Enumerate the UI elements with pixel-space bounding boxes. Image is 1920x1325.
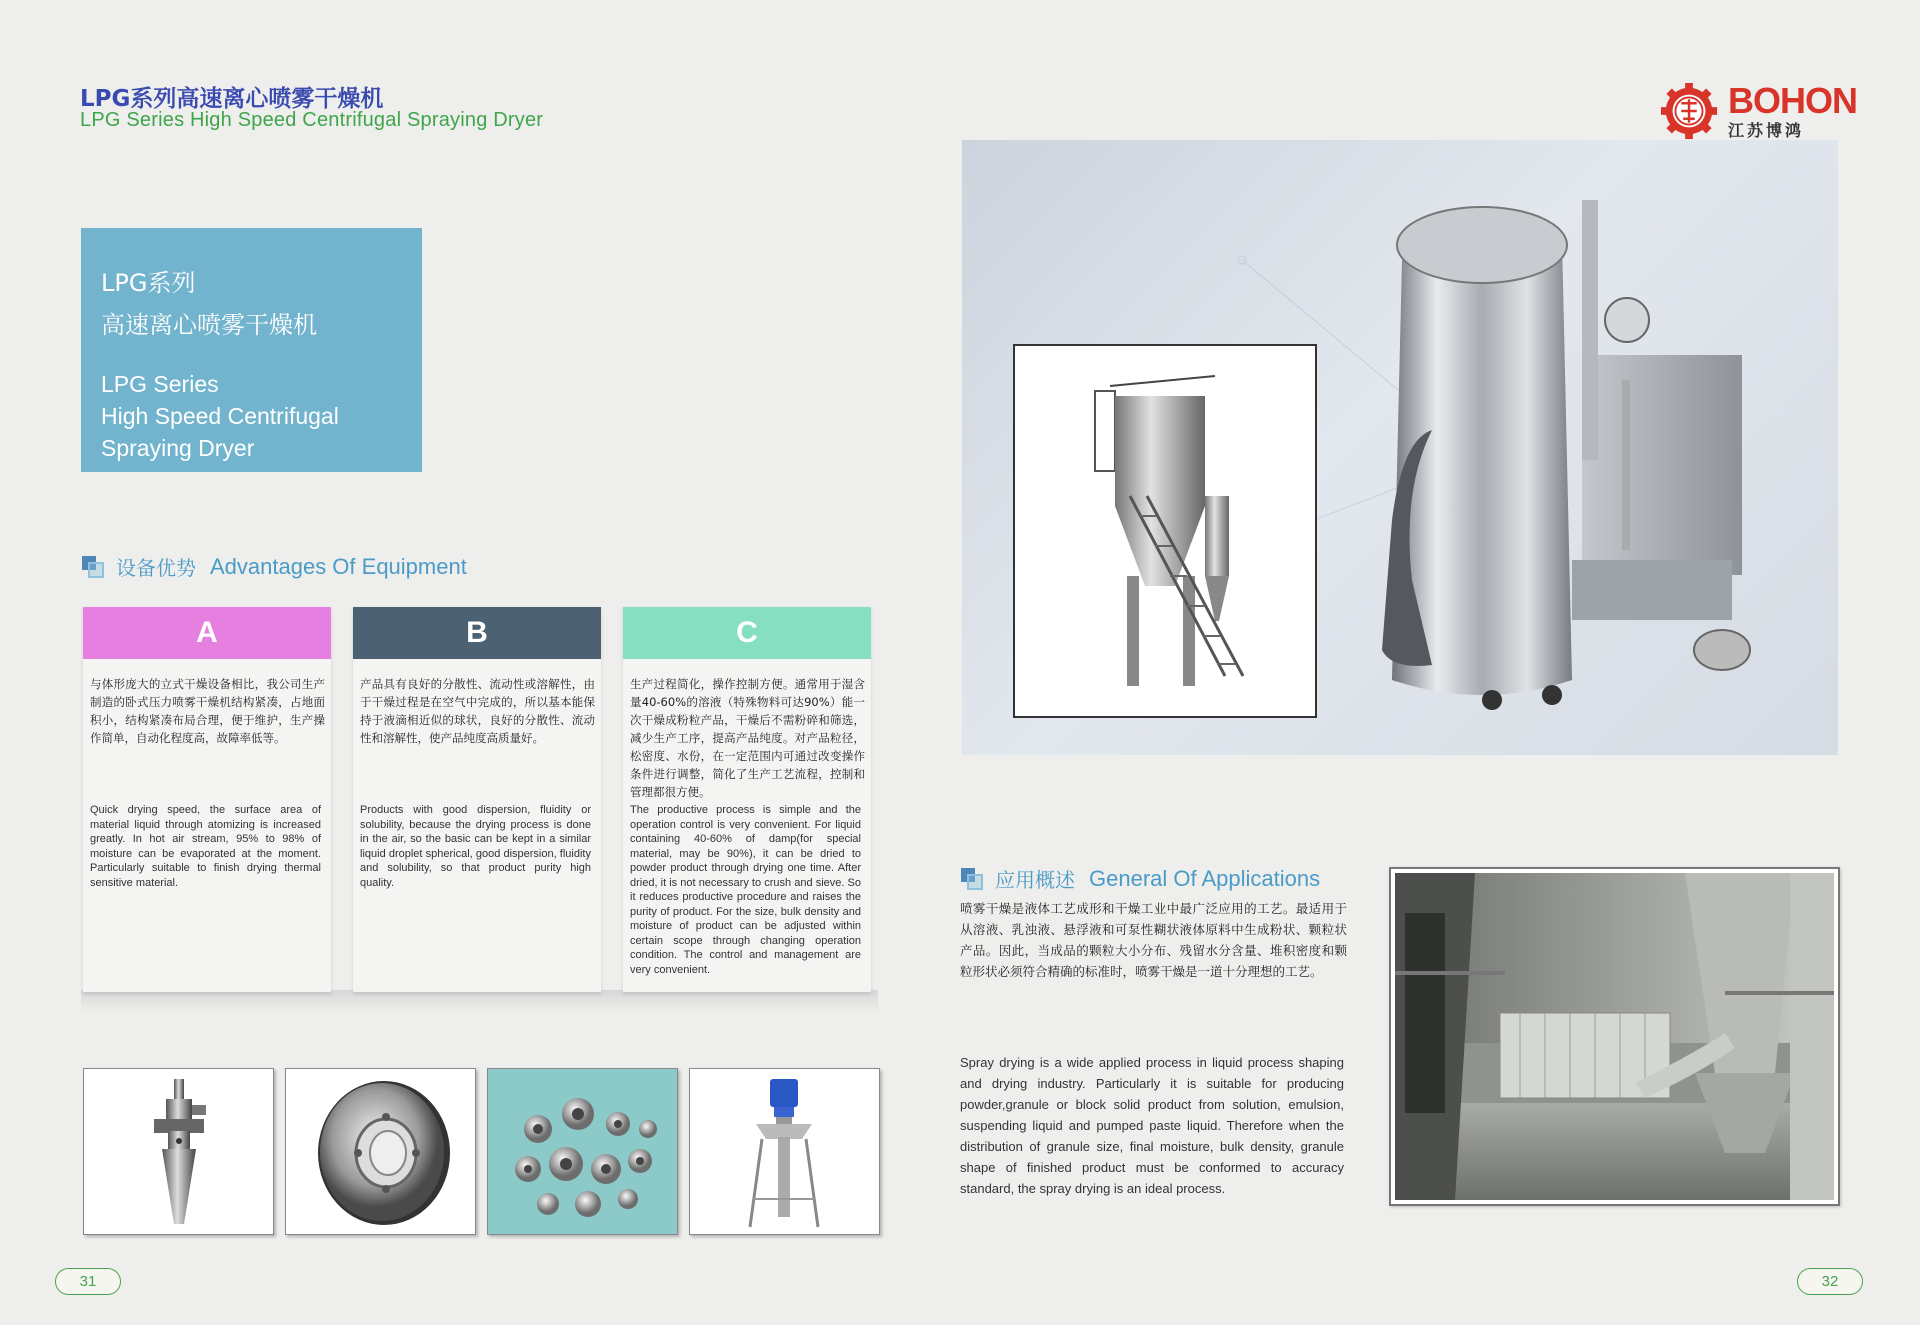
product-title-box	[81, 228, 422, 472]
thumbnail-motor-atomizer	[689, 1068, 880, 1235]
product-name-en-line1: High Speed Centrifugal	[101, 403, 339, 429]
card-a-text-cn: 与体形庞大的立式干燥设备相比，我公司生产制造的卧式压力喷雾干燥机结构紧凑，占地面积小，结构紧凑布局合理，便于维护，生产操作简单，自动化程度高，故障率低等。	[90, 677, 325, 745]
nozzle-parts-image	[488, 1069, 678, 1235]
factory-photo	[1389, 867, 1840, 1206]
product-name-cn: 高速离心喷雾干燥机	[101, 311, 317, 339]
atomizer-image	[84, 1069, 274, 1235]
card-c-text-cn: 生产过程简化，操作控制方便。通常用于湿含量40-60%的溶液（特殊物料可达90%）能一次干燥成粉粒产品，干燥后不需粉碎和筛选，减少生产工序，提高产品纯度。对产品粒径，松密度、水份，在一定范围内可通过改变操作条件进行调整，简化了生产工艺流程，控制和管理都很方便。	[630, 677, 865, 799]
page-number-right: 32	[1797, 1268, 1863, 1295]
card-b-text-cn: 产品具有良好的分散性、流动性或溶解性，由于干燥过程是在空气中完成的，所以基本能保持于液滴相近似的球状，良好的分散性、流动性和溶解性，使产品纯度高质量好。	[360, 677, 595, 745]
section-square-icon	[961, 868, 983, 890]
advantage-card-b	[353, 607, 601, 992]
advantage-card-c	[623, 607, 871, 992]
product-series-cn: LPG系列	[101, 269, 196, 297]
card-letter-a: A	[83, 607, 331, 659]
page-title-en: LPG Series High Speed Centrifugal Spraying Dryer	[80, 109, 544, 131]
atomizer-disc-image	[286, 1069, 476, 1235]
spray-tower-inset	[1013, 344, 1317, 718]
card-b-text-en: Products with good dispersion, fluidity or solubility, because the drying process is done in the air, so the basic can be kept in a similar liquid droplet spherical, good dispersion, fluidity and solubility, so that product purity high quality.	[360, 804, 591, 889]
advantages-heading-en: Advantages Of Equipment	[210, 553, 467, 579]
page-number-left: 31	[55, 1268, 121, 1295]
brand-name: BOHON	[1728, 80, 1857, 121]
gear-seal-icon	[1660, 82, 1718, 140]
section-square-icon	[82, 556, 104, 578]
brand-name-cn: 江苏博鸿	[1728, 121, 1805, 140]
motor-atomizer-image	[690, 1069, 880, 1235]
card-c-text-en: The productive process is simple and the operation control is very convenient. For liquid containing 40-60% of damp(for special material, may be 90%), it can be dried to powder product through drying one time. After dried, it is not necessary to crush and sieve. So it reduces productive procedure and raises the purity of product. For the size, bulk density and moisture of product can be adjusted within certain scope through changing operation condition. The control and management are very convenient.	[630, 804, 861, 976]
product-name-en-line2: Spraying Dryer	[101, 435, 255, 461]
thumbnail-nozzles	[487, 1068, 678, 1235]
advantages-heading-cn: 设备优势	[116, 556, 196, 580]
card-letter-b: B	[353, 607, 601, 659]
applications-text-en: Spray drying is a wide applied process in liquid process shaping and drying industry. Particularly it is suitable for producing powder,granule or block solid product from solution, emulsion, suspending liquid and pumped paste liquid. Therefore when the distribution of granule size, final moisture, bulk density, granule shape of finished product must be conformed to accuracy standard, the spray drying is an ideal process.	[960, 1055, 1344, 1196]
cards-shadow	[81, 990, 878, 1012]
product-series-en: LPG Series	[101, 371, 219, 397]
spray-tower-image	[1015, 346, 1315, 716]
brand-logo	[1660, 78, 1857, 140]
thumbnail-disc	[285, 1068, 476, 1235]
advantages-heading	[82, 552, 467, 581]
applications-heading-cn: 应用概述	[995, 868, 1075, 892]
advantage-card-a	[83, 607, 331, 992]
applications-heading	[961, 864, 1320, 893]
thumbnail-atomizer	[83, 1068, 274, 1235]
factory-interior-image	[1395, 873, 1834, 1200]
page-title-cn: LPG系列高速离心喷雾干燥机	[80, 86, 384, 112]
applications-text-cn: 喷雾干燥是液体工艺成形和干燥工业中最广泛应用的工艺。最适用于从溶液、乳浊液、悬浮液和可泵性糊状液体原料中生成粉状、颗粒状产品。因此，当成品的颗粒大小分布、残留水分含量、堆积密度和颗粒形状必须符合精确的标准时，喷雾干燥是一道十分理想的工艺。	[960, 901, 1347, 979]
card-letter-c: C	[623, 607, 871, 659]
card-a-text-en: Quick drying speed, the surface area of material liquid through atomizing is increased greatly. In hot air stream, 95% to 98% of moisture can be evaporated at the moment. Particularly suitable to finish drying thermal sensitive material.	[90, 804, 321, 889]
applications-heading-en: General Of Applications	[1089, 865, 1321, 891]
